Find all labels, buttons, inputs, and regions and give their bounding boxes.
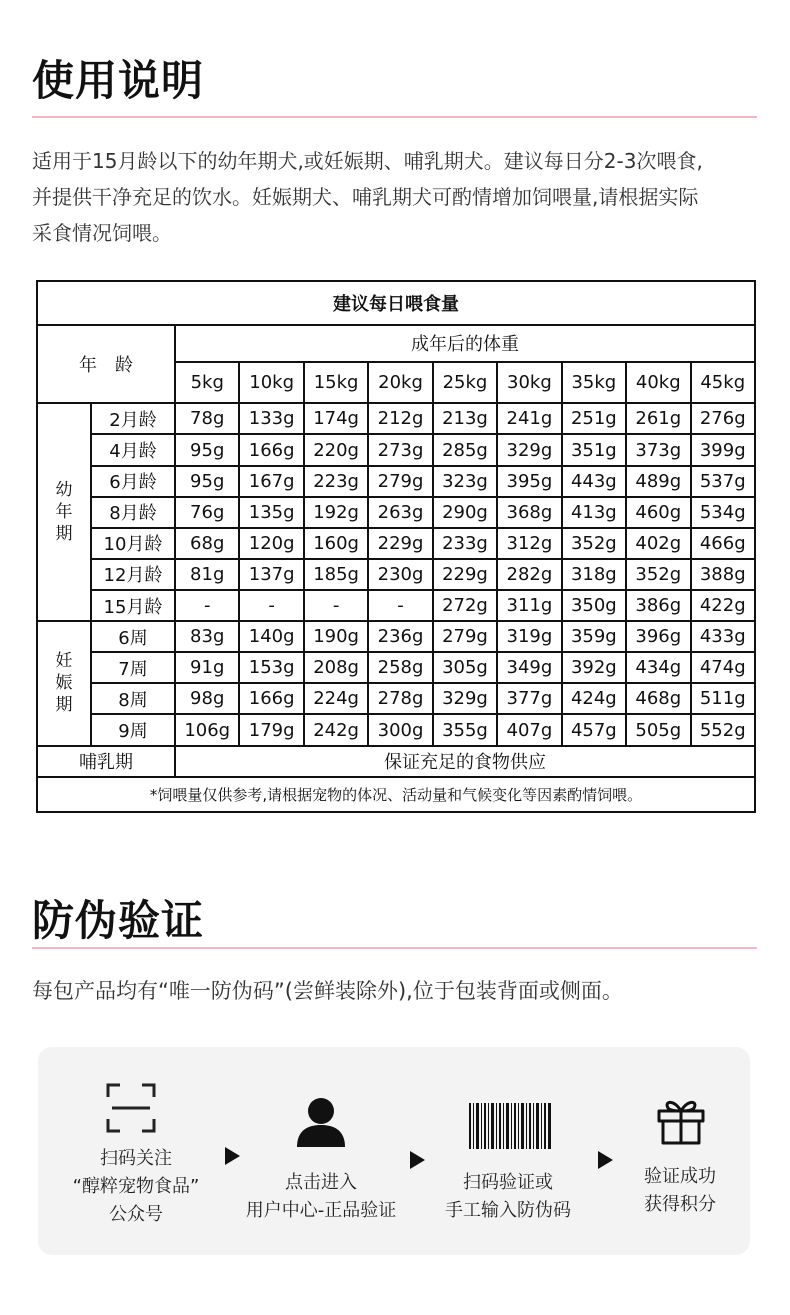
amount-cell: 120g: [239, 528, 303, 559]
weight-column-header: 20kg: [368, 362, 432, 403]
amount-cell: 396g: [626, 621, 690, 652]
table-row: [37, 466, 755, 497]
step-text: 扫码关注: [100, 1148, 172, 1169]
age-cell: 8月龄: [91, 497, 175, 528]
amount-cell: 443g: [562, 466, 626, 497]
amount-cell: 190g: [304, 621, 368, 652]
amount-cell: 213g: [433, 403, 497, 434]
amount-cell: 185g: [304, 559, 368, 590]
step-text: 验证成功: [644, 1166, 716, 1187]
amount-cell: 153g: [239, 652, 303, 683]
table-footnote: *饲喂量仅供参考,请根据宠物的体况、活动量和气候变化等因素酌情饲喂。: [37, 777, 755, 812]
amount-cell: 359g: [562, 621, 626, 652]
weight-column-header: 15kg: [304, 362, 368, 403]
amount-cell: 179g: [239, 714, 303, 745]
amount-cell: 351g: [562, 434, 626, 465]
amount-cell: 278g: [368, 683, 432, 714]
amount-cell: 537g: [691, 466, 756, 497]
weight-column-header: 5kg: [175, 362, 239, 403]
amount-cell: 290g: [433, 497, 497, 528]
amount-cell: 318g: [562, 559, 626, 590]
weight-column-header: 30kg: [497, 362, 561, 403]
amount-cell: 282g: [497, 559, 561, 590]
weight-column-header: 25kg: [433, 362, 497, 403]
usage-line: 并提供干净充足的饮水。妊娠期犬、哺乳期犬可酌情增加饲喂量,请根据实际: [32, 185, 699, 209]
anticounterfeit-paragraph: 每包产品均有“唯一防伪码”(尝鲜装除外),位于包装背面或侧面。: [32, 979, 623, 1003]
table-row: [37, 497, 755, 528]
amount-cell: -: [368, 590, 432, 621]
amount-cell: 95g: [175, 434, 239, 465]
amount-cell: 434g: [626, 652, 690, 683]
amount-cell: 83g: [175, 621, 239, 652]
amount-cell: 552g: [691, 714, 756, 745]
amount-cell: 273g: [368, 434, 432, 465]
amount-cell: 166g: [239, 683, 303, 714]
age-cell: 6月龄: [91, 466, 175, 497]
step-text: 扫码验证或: [463, 1172, 553, 1193]
step-text: 公众号: [109, 1204, 163, 1225]
amount-cell: 534g: [691, 497, 756, 528]
amount-cell: 329g: [433, 683, 497, 714]
amount-cell: 329g: [497, 434, 561, 465]
amount-cell: 229g: [368, 528, 432, 559]
step-scan-follow: [36, 1145, 236, 1229]
weight-column-header: 40kg: [626, 362, 690, 403]
amount-cell: 305g: [433, 652, 497, 683]
step-text: 点击进入: [285, 1172, 357, 1193]
anticounterfeit-title: 防伪验证: [32, 896, 205, 945]
amount-cell: 251g: [562, 403, 626, 434]
amount-cell: 212g: [368, 403, 432, 434]
amount-cell: 230g: [368, 559, 432, 590]
weight-column-header: 45kg: [691, 362, 756, 403]
usage-line: 采食情况饲喂。: [32, 221, 172, 245]
amount-cell: 106g: [175, 714, 239, 745]
amount-cell: 229g: [433, 559, 497, 590]
weight-column-header: 35kg: [562, 362, 626, 403]
group-label-char: 期: [55, 695, 73, 716]
group-label: [37, 403, 91, 621]
amount-cell: 312g: [497, 528, 561, 559]
amount-cell: 208g: [304, 652, 368, 683]
amount-cell: 285g: [433, 434, 497, 465]
table-row: [37, 746, 755, 777]
age-cell: 4月龄: [91, 434, 175, 465]
group-label-char: 幼: [55, 480, 73, 501]
amount-cell: 223g: [304, 466, 368, 497]
amount-cell: 258g: [368, 652, 432, 683]
age-cell: 9周: [91, 714, 175, 745]
amount-cell: 368g: [497, 497, 561, 528]
step-text: 获得积分: [644, 1194, 716, 1215]
amount-cell: 388g: [691, 559, 756, 590]
step-text: “醇粹宠物食品”: [72, 1176, 200, 1197]
amount-cell: 323g: [433, 466, 497, 497]
arrow-icon: [410, 1151, 425, 1169]
amount-cell: 133g: [239, 403, 303, 434]
amount-cell: 395g: [497, 466, 561, 497]
amount-cell: 224g: [304, 683, 368, 714]
usage-paragraph: [32, 143, 762, 251]
amount-cell: 422g: [691, 590, 756, 621]
age-cell: 6周: [91, 621, 175, 652]
amount-cell: 460g: [626, 497, 690, 528]
table-row: [37, 559, 755, 590]
amount-cell: 220g: [304, 434, 368, 465]
verification-steps-panel: [38, 1047, 750, 1255]
table-row: [37, 434, 755, 465]
amount-cell: 135g: [239, 497, 303, 528]
age-cell: 8周: [91, 683, 175, 714]
amount-cell: 140g: [239, 621, 303, 652]
amount-cell: 263g: [368, 497, 432, 528]
usage-title: 使用说明: [32, 56, 205, 105]
amount-cell: 352g: [562, 528, 626, 559]
amount-cell: 279g: [433, 621, 497, 652]
step-text: 手工输入防伪码: [445, 1200, 571, 1221]
table-row: [37, 652, 755, 683]
feeding-table: [36, 280, 756, 813]
amount-cell: 505g: [626, 714, 690, 745]
table-row: [37, 528, 755, 559]
table-row: [37, 403, 755, 434]
usage-line: 适用于15月龄以下的幼年期犬,或妊娠期、哺乳期犬。建议每日分2-3次喂食,: [32, 149, 703, 173]
table-row: [37, 683, 755, 714]
amount-cell: 76g: [175, 497, 239, 528]
lactation-label: 哺乳期: [37, 746, 175, 777]
amount-cell: 300g: [368, 714, 432, 745]
amount-cell: 377g: [497, 683, 561, 714]
group-label-char: 年: [55, 502, 73, 523]
group-label: [37, 621, 91, 745]
table-row: [37, 621, 755, 652]
gift-icon: [656, 1095, 706, 1145]
age-cell: 15月龄: [91, 590, 175, 621]
amount-cell: -: [304, 590, 368, 621]
step-user-center: [226, 1169, 416, 1225]
barcode-icon: [469, 1103, 551, 1149]
amount-cell: 236g: [368, 621, 432, 652]
amount-cell: 457g: [562, 714, 626, 745]
amount-cell: 279g: [368, 466, 432, 497]
amount-cell: 373g: [626, 434, 690, 465]
amount-cell: 78g: [175, 403, 239, 434]
table-row: [37, 714, 755, 745]
group-label-char: 娠: [55, 673, 73, 694]
age-cell: 2月龄: [91, 403, 175, 434]
amount-cell: 489g: [626, 466, 690, 497]
amount-cell: 98g: [175, 683, 239, 714]
amount-cell: 433g: [691, 621, 756, 652]
amount-cell: 407g: [497, 714, 561, 745]
amount-cell: 424g: [562, 683, 626, 714]
amount-cell: 276g: [691, 403, 756, 434]
age-cell: 7周: [91, 652, 175, 683]
amount-cell: 311g: [497, 590, 561, 621]
amount-cell: 511g: [691, 683, 756, 714]
amount-cell: 474g: [691, 652, 756, 683]
amount-cell: 350g: [562, 590, 626, 621]
step-verify-code: [410, 1169, 606, 1225]
anticounterfeit-divider: [32, 947, 757, 949]
amount-cell: 166g: [239, 434, 303, 465]
amount-cell: 242g: [304, 714, 368, 745]
age-cell: 12月龄: [91, 559, 175, 590]
amount-cell: 402g: [626, 528, 690, 559]
user-icon: [295, 1097, 347, 1149]
table-title: 建议每日喂食量: [37, 281, 755, 325]
amount-cell: 91g: [175, 652, 239, 683]
amount-cell: 174g: [304, 403, 368, 434]
amount-cell: 349g: [497, 652, 561, 683]
amount-cell: 355g: [433, 714, 497, 745]
amount-cell: 466g: [691, 528, 756, 559]
amount-cell: 261g: [626, 403, 690, 434]
group-label-char: 期: [55, 524, 73, 545]
amount-cell: 81g: [175, 559, 239, 590]
amount-cell: 233g: [433, 528, 497, 559]
amount-cell: 468g: [626, 683, 690, 714]
arrow-icon: [225, 1147, 240, 1165]
weight-header: 成年后的体重: [175, 325, 755, 362]
step-text: 用户中心-正品验证: [245, 1200, 397, 1221]
amount-cell: 319g: [497, 621, 561, 652]
amount-cell: 68g: [175, 528, 239, 559]
amount-cell: -: [175, 590, 239, 621]
scan-frame-icon: [106, 1083, 156, 1133]
amount-cell: 399g: [691, 434, 756, 465]
amount-cell: 95g: [175, 466, 239, 497]
amount-cell: -: [239, 590, 303, 621]
age-cell: 10月龄: [91, 528, 175, 559]
amount-cell: 352g: [626, 559, 690, 590]
group-label-char: 妊: [55, 651, 73, 672]
amount-cell: 386g: [626, 590, 690, 621]
amount-cell: 272g: [433, 590, 497, 621]
weight-column-header: 10kg: [239, 362, 303, 403]
amount-cell: 413g: [562, 497, 626, 528]
amount-cell: 392g: [562, 652, 626, 683]
step-earn-points: [600, 1163, 760, 1219]
amount-cell: 167g: [239, 466, 303, 497]
amount-cell: 137g: [239, 559, 303, 590]
age-header: 年龄: [37, 325, 175, 404]
table-row: [37, 590, 755, 621]
amount-cell: 192g: [304, 497, 368, 528]
lactation-value: 保证充足的食物供应: [175, 746, 755, 777]
amount-cell: 160g: [304, 528, 368, 559]
amount-cell: 241g: [497, 403, 561, 434]
usage-divider: [32, 116, 757, 118]
